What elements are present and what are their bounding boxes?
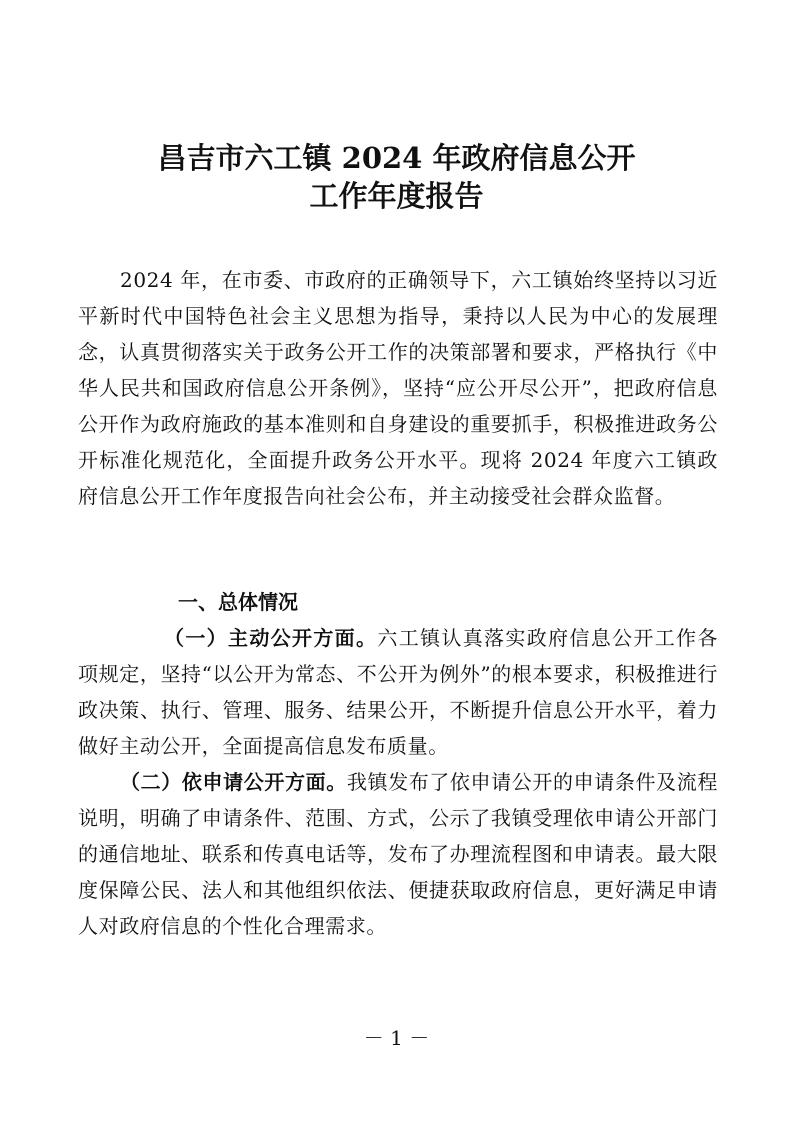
subsection-request-lead: （二）依申请公开方面。 <box>120 770 347 794</box>
subsection-proactive-lead: （一）主动公开方面。 <box>164 626 378 650</box>
document-title-line2: 工作年度报告 <box>309 179 484 213</box>
page-number: － 1 － <box>363 1026 430 1050</box>
intro-paragraph: 2024 年，在市委、市政府的正确领导下，六工镇始终坚持以习近平新时代中国特色社会主义思想为指导，秉持以人民为中心的发展理念，认真贯彻落实关于政务公开工作的决策部署和要求，严格执行《中华人民共和国政府信息公开条例》，坚持“应公开尽公开”，把政府信息公开作为政府施政的基本准则和自身建设的重要抓手，积极推进政务公开标准化规范化，全面提升政务公开水平。现将 2024 年度六工镇政府信息公开工作年度报告向社会公布，并主动接受社会群众监督。 <box>78 268 718 508</box>
subsection-request-text: 我镇发布了依申请公开的申请条件及流程说明，明确了申请条件、范围、方式，公示了我镇受理依申请公开部门的通信地址、联系和传真电话等，发布了办理流程图和申请表。最大限度保障公民、法人和其他组织依法、便捷获取政府信息，更好满足申请人对政府信息的个性化合理需求。 <box>78 770 718 938</box>
subsection-proactive-text: 六工镇认真落实政府信息公开工作各项规定，坚持“以公开为常态、不公开为例外”的根本要求，积极推进行政决策、执行、管理、服务、结果公开，不断提升信息公开水平，着力做好主动公开，全面提高信息发布质量。 <box>78 626 718 758</box>
subsection-proactive-disclosure <box>78 620 718 764</box>
subsection-request-disclosure <box>78 764 718 944</box>
section-heading-overview: 一、总体情况 <box>178 590 298 614</box>
document-title-line1: 昌吉市六工镇 2024 年政府信息公开 <box>157 141 636 175</box>
